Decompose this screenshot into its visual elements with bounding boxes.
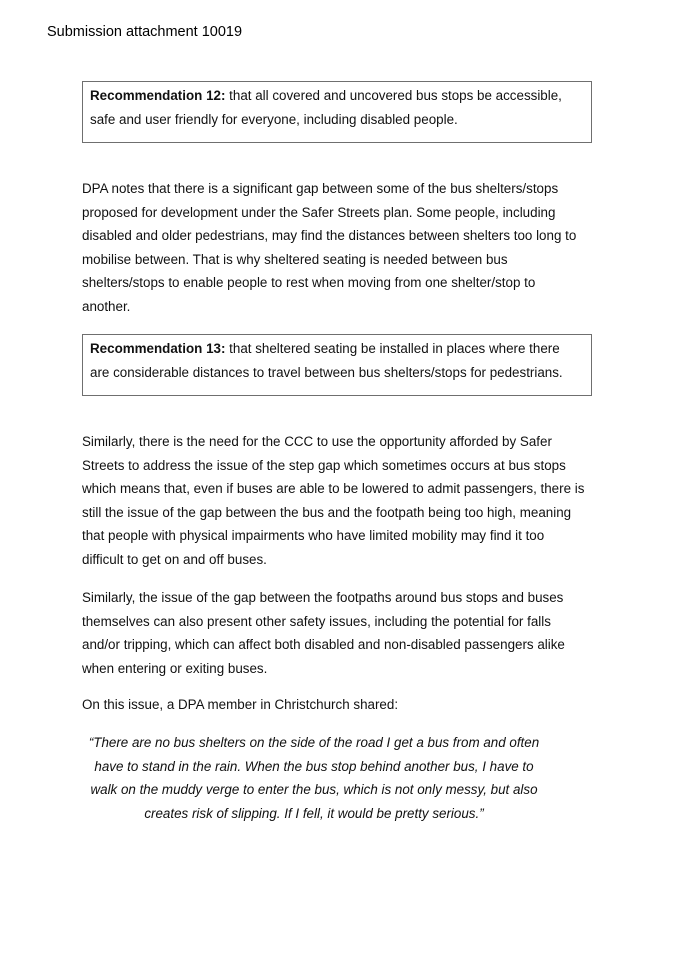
paragraph-line: disabled and older pedestrians, may find the distances between shelters too long to xyxy=(82,228,577,243)
recommendation-12-line-2: safe and user friendly for everyone, including disabled people. xyxy=(90,111,458,127)
recommendation-12-text: that all covered and uncovered bus stops be accessible, xyxy=(225,88,562,103)
paragraph-line: another. xyxy=(82,298,131,314)
quote-line: have to stand in the rain. When the bus stop behind another bus, I have to xyxy=(94,758,534,774)
paragraph-line: when entering or exiting buses. xyxy=(82,660,268,676)
paragraph-line: mobilise between. That is why sheltered seating is needed between bus xyxy=(82,251,508,267)
paragraph-line: and/or tripping, which can affect both disabled and non-disabled passengers alike xyxy=(82,637,565,652)
paragraph-line: that people with physical impairments who have limited mobility may find it too xyxy=(82,528,545,543)
quote-line: creates risk of slipping. If I fell, it would be pretty serious.” xyxy=(144,805,484,821)
quote-line: “There are no bus shelters on the side of the road I get a bus from and often xyxy=(88,735,540,750)
paragraph-line: which means that, even if buses are able to be lowered to admit passengers, there is xyxy=(82,481,585,496)
paragraph-line: Similarly, the issue of the gap between the footpaths around bus stops and buses xyxy=(82,590,564,605)
recommendation-13-line-1 xyxy=(90,337,583,361)
paragraph-line: Streets to address the issue of the step gap which sometimes occurs at bus stops xyxy=(82,457,566,473)
recommendation-13-box xyxy=(82,334,592,396)
paragraph-line: DPA notes that there is a significant gap between some of the bus shelters/stops xyxy=(82,181,559,196)
recommendation-13-heading: Recommendation 13: xyxy=(90,341,226,356)
paragraph-line: still the issue of the gap between the bus and the footpath being too high, meaning xyxy=(82,504,572,520)
paragraph-step-gap xyxy=(82,430,602,571)
recommendation-12-line-1 xyxy=(90,84,583,108)
paragraph-line: On this issue, a DPA member in Christchurch shared: xyxy=(82,697,399,712)
recommendation-12-heading: Recommendation 12: xyxy=(90,88,226,103)
paragraph-line: shelters/stops to enable people to rest when moving from one shelter/stop to xyxy=(82,275,536,290)
member-quote xyxy=(82,731,546,825)
document-title: Submission attachment 10019 xyxy=(47,24,243,40)
recommendation-13-text: that sheltered seating be installed in places where there xyxy=(225,341,560,356)
paragraph-member-intro xyxy=(82,693,602,717)
recommendation-13-line-2: are considerable distances to travel between bus shelters/stops for pedestrians. xyxy=(90,364,563,380)
paragraph-line: proposed for development under the Safer Streets plan. Some people, including xyxy=(82,204,556,220)
paragraph-safety-issues xyxy=(82,586,602,680)
paragraph-line: Similarly, there is the need for the CCC to use the opportunity afforded by Safer xyxy=(82,434,552,449)
quote-line: walk on the muddy verge to enter the bus, which is not only messy, but also xyxy=(90,782,538,797)
paragraph-line: themselves can also present other safety issues, including the potential for falls xyxy=(82,613,551,629)
paragraph-shelter-gap xyxy=(82,177,602,318)
document-header xyxy=(47,22,242,42)
paragraph-line: difficult to get on and off buses. xyxy=(82,551,267,567)
recommendation-12-box xyxy=(82,81,592,143)
